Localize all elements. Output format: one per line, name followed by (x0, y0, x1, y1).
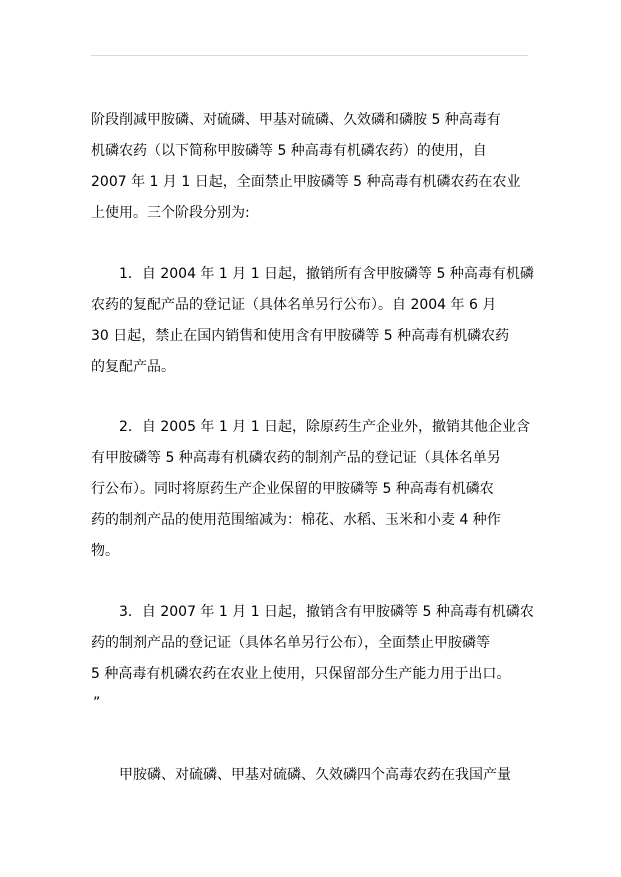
text-line: 5 种高毒有机磷农药在农业上使用，只保留部分生产能力用于出口。 (91, 666, 511, 682)
text-line: 2．自 2005 年 1 月 1 日起，除原药生产企业外，撤销其他企业含 (119, 419, 531, 435)
text-line: 药的制剂产品的登记证（具体名单另行公布），全面禁止甲胺磷等 (91, 635, 490, 651)
text-line: 物。 (91, 543, 119, 559)
text-line: 甲胺磷、对硫磷、甲基对硫磷、久效磷四个高毒农药在我国产量 (119, 767, 511, 783)
text-line: 有甲胺磷等 5 种高毒有机磷农药的制剂产品的登记证（具体名单另 (91, 450, 501, 466)
text-line: 行公布）。同时将原药生产企业保留的甲胺磷等 5 种高毒有机磷农 (91, 481, 494, 497)
text-line: 农药的复配产品的登记证（具体名单另行公布）。自 2004 年 6 月 (91, 297, 497, 313)
text-line: 的复配产品。 (91, 359, 175, 375)
header-rule (91, 55, 528, 56)
text-line: 阶段削减甲胺磷、对硫磷、甲基对硫磷、久效磷和磷胺 5 种高毒有 (91, 112, 501, 128)
text-line: 30 日起，禁止在国内销售和使用含有甲胺磷等 5 种高毒有机磷农药 (91, 328, 510, 344)
text-line: 药的制剂产品的使用范围缩减为：棉花、水稻、玉米和小麦 4 种作 (91, 512, 501, 528)
text-line: 1．自 2004 年 1 月 1 日起，撤销所有含甲胺磷等 5 种高毒有机磷 (119, 266, 534, 282)
text-line: 3．自 2007 年 1 月 1 日起，撤销含有甲胺磷等 5 种高毒有机磷农 (119, 604, 534, 620)
text-line: 机磷农药（以下简称甲胺磷等 5 种高毒有机磷农药）的使用，自 (91, 143, 487, 159)
text-line: 2007 年 1 月 1 日起，全面禁止甲胺磷等 5 种高毒有机磷农药在农业 (91, 174, 521, 190)
text-line: 上使用。三个阶段分别为: (91, 205, 250, 221)
closing-quote: ” (93, 695, 101, 711)
